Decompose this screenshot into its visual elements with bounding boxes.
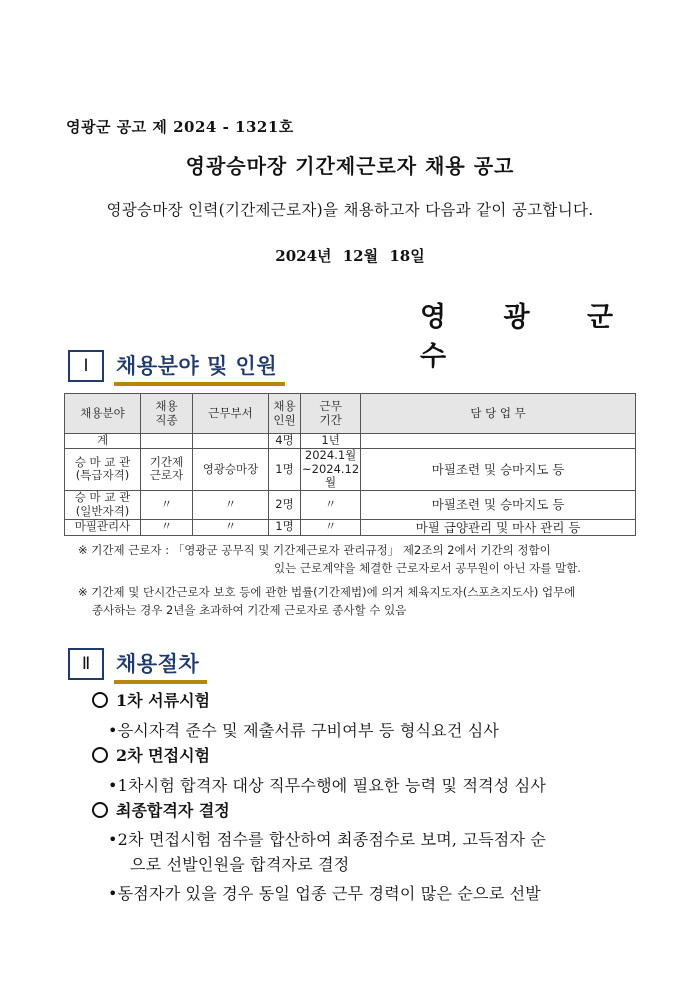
table-row: [65, 519, 636, 535]
step-1-item: •응시자격 준수 및 제출서류 구비여부 등 형식요건 심사: [108, 721, 500, 740]
intro-text: 영광승마장 인력(기간제근로자)을 채용하고자 다음과 같이 공고합니다.: [106, 201, 594, 219]
step-3-item-1: •2차 면접시험 점수를 합산하여 최종점수로 보며, 고득점자 순: [108, 830, 547, 849]
th-duty: 담 당 업 무: [361, 394, 636, 434]
cell-dept: 〃: [193, 519, 269, 535]
step-1-heading: [92, 688, 210, 711]
notice-date: 2024년 12월 18일: [275, 247, 425, 265]
cell-period: 〃: [301, 491, 361, 520]
total-period: 1년: [301, 434, 361, 449]
total-count: 4명: [269, 434, 301, 449]
note-exception-line2: 종사하는 경우 2년을 초과하여 기간제 근로자로 종사할 수 있음: [92, 602, 407, 617]
notice-number: 영광군 공고 제 2024 - 1321호: [66, 118, 294, 136]
cell-period-line1: 2024.1월: [304, 447, 357, 462]
circle-bullet-icon: [92, 802, 108, 818]
th-period: [301, 394, 361, 434]
th-type-line2: 직종: [155, 412, 178, 427]
cell-duty: 마필조련 및 승마지도 등: [361, 448, 636, 490]
step-3-title: 최종합격자 결정: [116, 801, 230, 820]
step-2-item: •1차시험 합격자 대상 직무수행에 필요한 능력 및 적격성 심사: [108, 776, 547, 795]
th-field: 채용분야: [65, 394, 141, 434]
section-1-header: [68, 350, 285, 382]
issuer: 영 광 군 수: [420, 302, 638, 372]
section-1-title: 채용분야 및 인원: [116, 354, 278, 378]
table-row: [65, 491, 636, 520]
section-2-title: 채용절차: [116, 652, 200, 676]
th-period-line2: 기간: [319, 412, 342, 427]
cell-duty: 마필조련 및 승마지도 등: [361, 491, 636, 520]
note-exception-line1: ※ 기간제 및 단시간근로자 보호 등에 관한 법률(기간제법)에 의거 체육지도자(스포츠지도사) 업무에: [78, 585, 576, 599]
cell-count: 2명: [269, 491, 301, 520]
cell-field-line1: 승 마 교 관: [74, 490, 131, 505]
step-3-item-2: •동점자가 있을 경우 동일 업종 근무 경력이 많은 순으로 선발: [108, 884, 541, 903]
total-label: 계: [65, 434, 141, 449]
cell-period: 〃: [301, 519, 361, 535]
cell-type-line2: 근로자: [149, 468, 184, 483]
cell-field-line2: (특급자격): [75, 468, 130, 483]
cell-dept: 영광승마장: [193, 448, 269, 490]
th-dept: 근무부서: [193, 394, 269, 434]
step-2-heading: [92, 743, 210, 766]
step-3-item-1-cont: 으로 선발인원을 합격자로 결정: [130, 855, 350, 874]
cell-field: [65, 448, 141, 490]
step-2-title: 2차 면접시험: [116, 746, 210, 765]
cell-type-line1: 기간제: [149, 454, 184, 469]
note-exception: [78, 584, 650, 620]
cell-field-line2: (일반자격): [75, 503, 130, 518]
section-2-number: Ⅱ: [68, 648, 104, 680]
note-definition-line2: 있는 근로계약을 체결한 근로자로서 공무원이 아닌 자를 말함.: [274, 560, 581, 575]
total-dept: [193, 434, 269, 449]
table-row-total: [65, 434, 636, 449]
recruitment-table: [64, 393, 636, 536]
total-type: [141, 434, 193, 449]
circle-bullet-icon: [92, 692, 108, 708]
table-row: [65, 448, 636, 490]
note-definition: [78, 542, 658, 578]
cell-count: 1명: [269, 519, 301, 535]
table-header-row: [65, 394, 636, 434]
cell-period-line2: ~2024.12월: [302, 461, 360, 490]
cell-duty: 마필 급양관리 및 마사 관리 등: [361, 519, 636, 535]
note-definition-line1: ※ 기간제 근로자 : 「영광군 공무직 및 기간제근로자 관리규정」 제2조의 2에서 기간의 정함이: [78, 543, 551, 557]
th-type-line1: 채용: [155, 398, 178, 413]
cell-field: [65, 491, 141, 520]
cell-period: [301, 448, 361, 490]
cell-count: 1명: [269, 448, 301, 490]
section-1-underline: [114, 382, 285, 386]
cell-type: 〃: [141, 491, 193, 520]
cell-dept: 〃: [193, 491, 269, 520]
section-2-header: [68, 648, 207, 680]
cell-type: 〃: [141, 519, 193, 535]
section-1-number: Ⅰ: [68, 350, 104, 382]
section-2-underline: [114, 680, 207, 684]
th-period-line1: 근무: [319, 398, 342, 413]
step-3-heading: [92, 798, 230, 821]
th-type: [141, 394, 193, 434]
cell-type: [141, 448, 193, 490]
th-count-line1: 채용: [273, 398, 296, 413]
document-title: 영광승마장 기간제근로자 채용 공고: [185, 154, 515, 178]
th-count-line2: 인원: [273, 412, 296, 427]
total-duty: [361, 434, 636, 449]
cell-field: 마필관리사: [65, 519, 141, 535]
cell-field-line1: 승 마 교 관: [74, 454, 131, 469]
circle-bullet-icon: [92, 747, 108, 763]
step-1-title: 1차 서류시험: [116, 691, 210, 710]
th-count: [269, 394, 301, 434]
